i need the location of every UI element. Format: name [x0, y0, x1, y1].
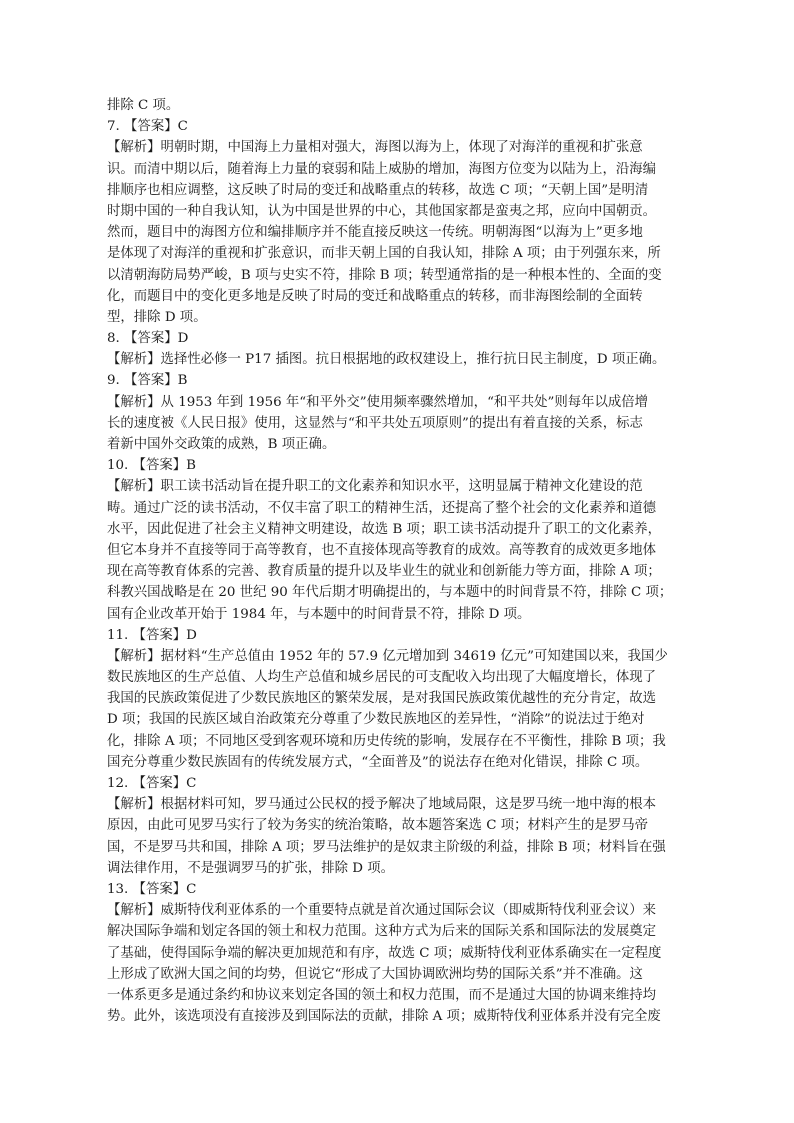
- text-line: 时期中国的一种自我认知，认为中国是世界的中心，其他国家都是蛮夷之邦，应向中国朝贡。: [107, 203, 657, 219]
- text-line: 水平，因此促进了社会主义精神文明建设，故选 B 项；职工读书活动提升了职工的文化素养，: [107, 521, 661, 537]
- text-line: 原因，由此可见罗马实行了较为务实的统治策略，故本题答案选 C 项；材料产生的是罗马帝: [107, 818, 648, 834]
- text-line: 化，而题目中的变化更多地是反映了时局的变迁和战略重点的转移，而非海图绘制的全面转: [107, 288, 643, 304]
- answer-line: 7. 【答案】C: [107, 119, 188, 135]
- text-line: 排顺序也相应调整，这反映了时局的变迁和战略重点的转移，故选 C 项；“天朝上国”是明清: [107, 182, 649, 198]
- text-line: 科教兴国战略是在 20 世纪 90 年代后期才明确提出的，与本题中的时间背景不符，排除 C 项；: [107, 585, 673, 601]
- answer-line: 12. 【答案】C: [107, 776, 197, 791]
- answer-line: 9. 【答案】B: [107, 373, 188, 389]
- text-line: 国充分尊重少数民族固有的传统发展方式，“全面普及”的说法存在绝对化错误，排除 C 项。: [107, 754, 649, 770]
- text-line: 【解析】明朝时期，中国海上力量相对强大，海图以海为上，体现了对海洋的重视和扩张意: [107, 140, 643, 156]
- text-line: 上形成了欧洲大国之间的均势，但说它“形成了大国协调欧洲均势的国际关系”并不准确。这: [107, 966, 643, 982]
- answer-line: 11. 【答案】D: [107, 627, 197, 643]
- text-line: 型，排除 D 项。: [107, 309, 207, 325]
- text-line: 【解析】从 1953 年到 1956 年“和平外交”使用频率骤然增加，“和平共处”则每年以成倍增: [107, 394, 649, 410]
- text-line: 识。而清中期以后，随着海上力量的衰弱和陆上威胁的增加，海图方位变为以陆为上，沿海编: [107, 161, 657, 177]
- text-line: 现在高等教育体系的完善、教育质量的提升以及毕业生的就业和创新能力等方面，排除 A 项；: [107, 564, 661, 580]
- answer-line: 13. 【答案】C: [107, 881, 197, 897]
- text-line: 了基础，使得国际争端的解决更加规范和有序，故选 C 项；威斯特伐利亚体系确实在一定程度: [107, 945, 662, 961]
- text-line: 【解析】根据材料可知，罗马通过公民权的授予解决了地域局限，这是罗马统一地中海的根本: [107, 797, 657, 813]
- text-line: 调法律作用，不是强调罗马的扩张，排除 D 项。: [107, 860, 395, 876]
- answer-line: 10. 【答案】B: [107, 458, 196, 474]
- text-line: 着新中国外交政策的成熟，B 项正确。: [107, 437, 336, 452]
- text-line: 然而，题目中的海图方位和编排顺序并不能直接反映这一传统。明朝海图“以海为上”更多地: [107, 225, 643, 241]
- text-line: 是体现了对海洋的重视和扩张意识，而非天朝上国的自我认知，排除 A 项；由于列强东来，所: [107, 246, 661, 262]
- text-line: 【解析】据材料“生产总值由 1952 年的 57.9 亿元增加到 34619 亿元”可知建国以来，我国少: [107, 648, 668, 664]
- text-line: D 项；我国的民族区域自治政策充分尊重了少数民族地区的差异性，“消除”的说法过于绝对: [107, 712, 645, 728]
- text-line: 数民族地区的生产总值、人均生产总值和城乡居民的可支配收入均出现了大幅度增长，体现了: [107, 670, 657, 686]
- answer-document: [107, 95, 687, 1027]
- text-line: 【解析】威斯特伐利亚体系的一个重要特点就是首次通过国际会议（即威斯特伐利亚会议）来: [107, 903, 657, 919]
- text-line: 以清朝海防局势严峻，B 项与史实不符，排除 B 项；转型通常指的是一种根本性的、全面的变: [107, 267, 662, 283]
- text-line: 化，排除 A 项；不同地区受到客观环境和历史传统的影响，发展存在不平衡性，排除 B 项；我: [107, 733, 666, 749]
- text-line: 解决国际争端和划定各国的领土和权力范围。这种方式为后来的国际关系和国际法的发展奠定: [107, 924, 657, 940]
- text-line: 【解析】选择性必修一 P17 插图。抗日根据地的政权建设上，推行抗日民主制度，D 项正确。: [107, 352, 666, 368]
- text-line: 国有企业改革开始于 1984 年，与本题中的时间背景不符，排除 D 项。: [107, 606, 531, 622]
- answer-line: 8. 【答案】D: [107, 331, 189, 347]
- text-line: 势。此外，该选项没有直接涉及到国际法的贡献，排除 A 项；威斯特伐利亚体系并没有完全废: [107, 1009, 661, 1025]
- text-line: 但它本身并不直接等同于高等教育，也不直接体现高等教育的成效。高等教育的成效更多地体: [107, 542, 657, 558]
- text-line: 我国的民族政策促进了少数民族地区的繁荣发展，是对我国民族政策优越性的充分肯定，故选: [107, 691, 657, 707]
- text-line: 畴。通过广泛的读书活动，不仅丰富了职工的精神生活，还提高了整个社会的文化素养和道德: [107, 500, 657, 516]
- text-line: 一体系更多是通过条约和协议来划定各国的领土和权力范围，而不是通过大国的协调来维持均: [107, 987, 657, 1003]
- text-line: 排除 C 项。: [107, 98, 180, 113]
- text-line: 长的速度被《人民日报》使用，这显然与“和平共处五项原则”的提出有着直接的关系，标志: [107, 415, 643, 431]
- text-line: 【解析】职工读书活动旨在提升职工的文化素养和知识水平，这明显属于精神文化建设的范: [107, 479, 643, 495]
- text-line: 国，不是罗马共和国，排除 A 项；罗马法维护的是奴隶主阶级的利益，排除 B 项；材料旨在强: [107, 839, 666, 855]
